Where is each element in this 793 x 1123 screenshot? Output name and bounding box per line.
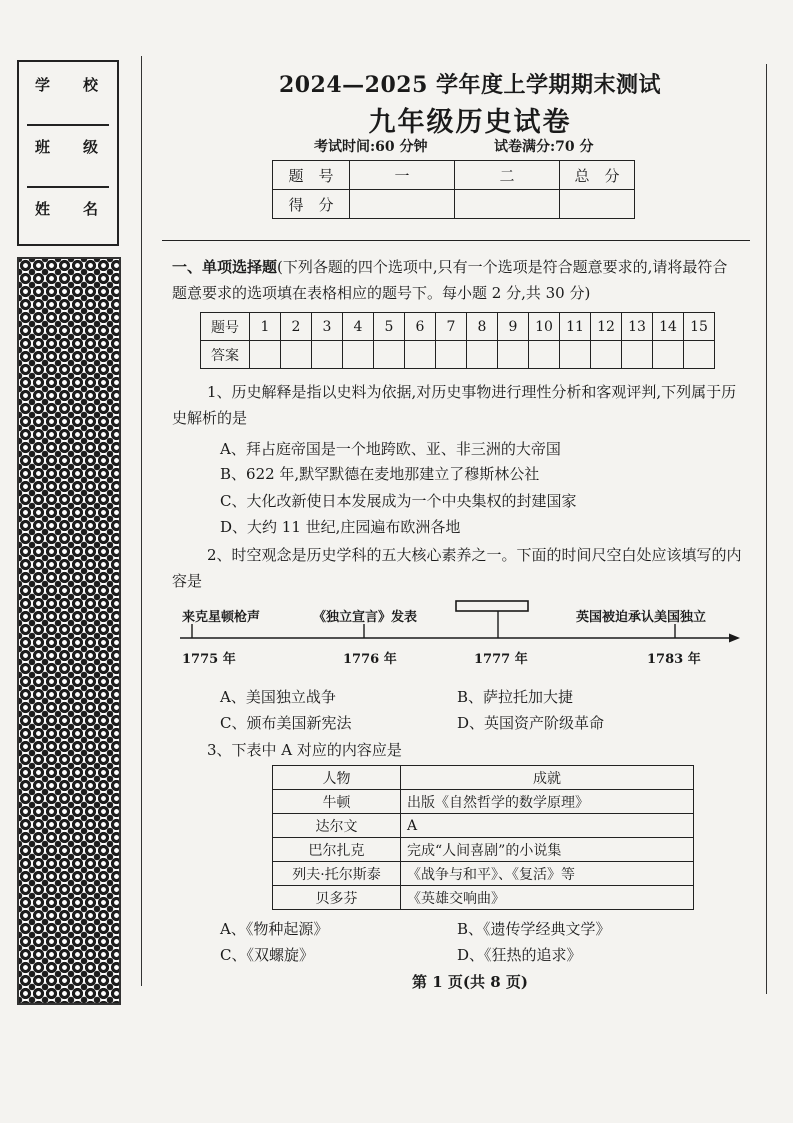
achievement-header-result: 成就 <box>401 766 694 790</box>
answer-cell[interactable] <box>436 341 467 369</box>
name-label-1: 姓 <box>35 200 51 218</box>
table-row <box>273 814 694 838</box>
table-row <box>273 886 694 910</box>
answer-number-label: 题号 <box>201 313 250 341</box>
table-row <box>273 790 694 814</box>
page-number: 第 1 页(共 8 页) <box>412 973 528 991</box>
header-rule <box>162 240 750 241</box>
answer-number-cell: 3 <box>312 313 343 341</box>
achievement-cell: 《战争与和平》、《复活》等 <box>401 862 694 886</box>
answer-cell[interactable] <box>405 341 436 369</box>
score-row-label: 得 分 <box>273 190 350 219</box>
timeline-year-1776: 1776 年 <box>343 652 397 667</box>
q3-option-c[interactable]: C、《双螺旋》 <box>220 946 314 964</box>
school-label-1: 学 <box>35 76 51 94</box>
achievement-header-person: 人物 <box>273 766 401 790</box>
person-cell: 贝多芬 <box>273 886 401 910</box>
school-field[interactable] <box>19 62 117 124</box>
score-table-header-row <box>273 161 635 190</box>
person-cell: 牛顿 <box>273 790 401 814</box>
binding-line <box>141 56 142 986</box>
timeline-event-lexington: 来克星顿枪声 <box>182 610 261 625</box>
timeline <box>178 600 748 670</box>
achievement-cell: 《英雄交响曲》 <box>401 886 694 910</box>
table-row <box>273 838 694 862</box>
class-label-2: 级 <box>83 138 99 156</box>
answer-cell[interactable] <box>591 341 622 369</box>
timeline-blank-box[interactable] <box>456 601 528 611</box>
answer-number-cell: 4 <box>343 313 374 341</box>
answer-table <box>200 312 715 369</box>
q3-option-d[interactable]: D、《狂热的追求》 <box>457 946 582 964</box>
person-cell: 列夫·托尔斯泰 <box>273 862 401 886</box>
answer-number-cell: 11 <box>560 313 591 341</box>
score-header-cell: 题 号 <box>273 161 350 190</box>
table-row <box>273 862 694 886</box>
q1-stem-line-1: 1、历史解释是指以史料为依据,对历史事物进行理性分析和客观评判,下列属于历 <box>207 383 737 401</box>
class-field[interactable] <box>19 124 117 186</box>
score-header-cell: 二 <box>455 161 560 190</box>
answer-number-row <box>201 313 715 341</box>
q1-option-a[interactable]: A、拜占庭帝国是一个地跨欧、亚、非三洲的大帝国 <box>220 440 561 458</box>
class-label-1: 班 <box>35 138 51 156</box>
q1-option-d[interactable]: D、大约 11 世纪,庄园遍布欧洲各地 <box>220 518 461 536</box>
q3-option-b[interactable]: B、《遗传学经典文学》 <box>457 920 611 938</box>
answer-number-cell: 6 <box>405 313 436 341</box>
q3-option-a[interactable]: A、《物种起源》 <box>220 920 329 938</box>
score-table-score-row <box>273 190 635 219</box>
q1-stem-line-2: 史解析的是 <box>172 409 248 427</box>
answer-cell[interactable] <box>250 341 281 369</box>
q2-option-b[interactable]: B、萨拉托加大捷 <box>457 688 574 706</box>
achievement-cell: A <box>401 814 694 838</box>
score-cell[interactable] <box>560 190 635 219</box>
q2-option-c[interactable]: C、颁布美国新宪法 <box>220 714 352 732</box>
achievement-cell: 出版《自然哲学的数学原理》 <box>401 790 694 814</box>
answer-row <box>201 341 715 369</box>
answer-number-cell: 15 <box>684 313 715 341</box>
q3-stem: 3、下表中 A 对应的内容应是 <box>207 741 402 759</box>
timeline-event-declaration: 《独立宣言》发表 <box>313 610 418 625</box>
timeline-event-independence: 英国被迫承认美国独立 <box>576 610 707 625</box>
answer-number-cell: 14 <box>653 313 684 341</box>
school-label-2: 校 <box>83 76 99 94</box>
full-score: 试卷满分:70 分 <box>494 139 594 155</box>
answer-cell[interactable] <box>684 341 715 369</box>
exam-title: 2024—2025 学年度上学期期末测试 <box>278 72 662 98</box>
timeline-year-1783: 1783 年 <box>647 652 701 667</box>
answer-number-cell: 12 <box>591 313 622 341</box>
score-header-cell: 总 分 <box>560 161 635 190</box>
name-label-2: 名 <box>83 200 99 218</box>
answer-cell[interactable] <box>498 341 529 369</box>
answer-label: 答案 <box>201 341 250 369</box>
exam-time: 考试时间:60 分钟 <box>314 139 428 155</box>
timeline-arrow-head <box>729 634 740 643</box>
answer-cell[interactable] <box>281 341 312 369</box>
name-field[interactable] <box>19 186 117 248</box>
timeline-year-1775: 1775 年 <box>182 652 236 667</box>
answer-cell[interactable] <box>560 341 591 369</box>
section-instruction-line-1: (下列各题的四个选项中,只有一个选项是符合题意要求的,请将最符合 <box>277 258 728 276</box>
q2-option-a[interactable]: A、美国独立战争 <box>220 688 336 706</box>
score-cell[interactable] <box>350 190 455 219</box>
answer-number-cell: 8 <box>467 313 498 341</box>
timeline-year-1777: 1777 年 <box>474 652 528 667</box>
section-heading: 一、单项选择题 <box>172 258 278 276</box>
paper-title: 九年级历史试卷 <box>368 107 572 138</box>
score-table <box>272 160 635 219</box>
answer-number-cell: 5 <box>374 313 405 341</box>
answer-number-cell: 13 <box>622 313 653 341</box>
answer-number-cell: 9 <box>498 313 529 341</box>
answer-cell[interactable] <box>312 341 343 369</box>
answer-number-cell: 7 <box>436 313 467 341</box>
answer-cell[interactable] <box>622 341 653 369</box>
answer-number-cell: 10 <box>529 313 560 341</box>
achievement-cell: 完成“人间喜剧”的小说集 <box>401 838 694 862</box>
answer-cell[interactable] <box>653 341 684 369</box>
q2-option-d[interactable]: D、英国资产阶级革命 <box>457 714 605 732</box>
student-info-box <box>17 60 119 246</box>
q2-stem-line-1: 2、时空观念是历史学科的五大核心素养之一。下面的时间尺空白处应该填写的内 <box>207 546 742 564</box>
answer-number-cell: 1 <box>250 313 281 341</box>
section-instructions <box>172 256 727 277</box>
answer-cell[interactable] <box>343 341 374 369</box>
answer-cell[interactable] <box>529 341 560 369</box>
score-header-cell: 一 <box>350 161 455 190</box>
answer-number-cell: 2 <box>281 313 312 341</box>
achievement-table <box>272 765 694 910</box>
decorative-seal-pattern <box>17 257 121 1005</box>
section-instruction-line-2: 题意要求的选项填在表格相应的题号下。每小题 2 分,共 30 分) <box>172 284 591 302</box>
person-cell: 达尔文 <box>273 814 401 838</box>
page-right-border <box>766 64 767 994</box>
q1-option-c[interactable]: C、大化改新使日本发展成为一个中央集权的封建国家 <box>220 492 577 510</box>
answer-cell[interactable] <box>374 341 405 369</box>
q1-option-b[interactable]: B、622 年,默罕默德在麦地那建立了穆斯林公社 <box>220 465 540 483</box>
score-cell[interactable] <box>455 190 560 219</box>
achievement-header-row <box>273 766 694 790</box>
answer-cell[interactable] <box>467 341 498 369</box>
q2-stem-line-2: 容是 <box>172 572 203 590</box>
person-cell: 巴尔扎克 <box>273 838 401 862</box>
